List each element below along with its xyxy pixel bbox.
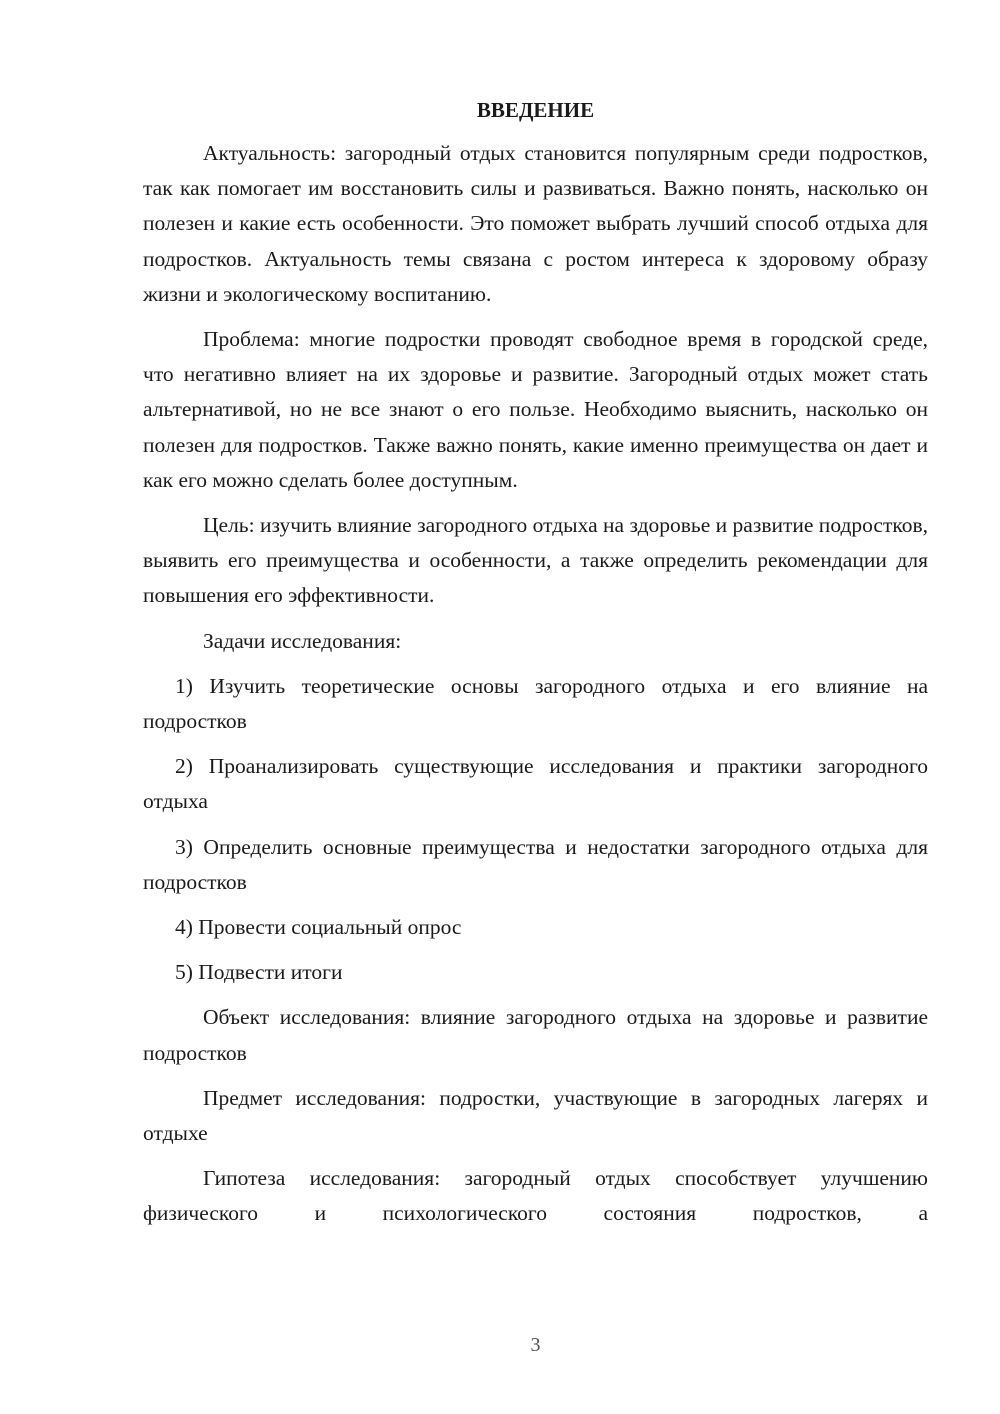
- task-item-5: 5) Подвести итоги: [175, 960, 343, 985]
- task-item-1: 1) Изучить теоретические основы загородного отдыха и его влияние на подростков: [143, 673, 928, 734]
- hypothesis-paragraph: Гипотеза исследования: загородный отдых способствует улучшению физического и психологического состояния подростков, а: [143, 1166, 928, 1226]
- goal-paragraph: Цель: изучить влияние загородного отдыха на здоровье и развитие подростков, выявить его преимущества и особенности, а также определить рекомендации для повышения его эффективности.: [143, 513, 928, 608]
- task-item-3: 3) Определить основные преимущества и недостатки загородного отдыха для подростков: [143, 834, 928, 894]
- problem-paragraph: Проблема: многие подростки проводят свободное время в городской среде, что негативно влияет на их здоровье и развитие. Загородный отдых может стать альтернативой, но не все знают о его пользе. Необходимо выяснить, насколько он полезен для подростков. Также важно понять, какие именно преимущества он дает и как его можно сделать более доступным.: [143, 327, 928, 492]
- task-item-4: 4) Провести социальный опрос: [175, 915, 462, 940]
- task-item-2: 2) Проанализировать существующие исследования и практики загородного отдыха: [143, 754, 928, 814]
- section-title: ВВЕДЕНИЕ: [476, 98, 595, 122]
- object-paragraph: Объект исследования: влияние загородного отдыха на здоровье и развитие подростков: [143, 1005, 928, 1065]
- relevance-paragraph: Актуальность: загородный отдых становится популярным среди подростков, так как помогает им восстановить силы и развиваться. Важно понять, насколько он полезен и какие есть особенности. Это поможет выбрать лучший способ отдыха для подростков. Актуальность темы связана с ростом интереса к здоровому образу жизни и экологическому воспитанию.: [143, 141, 928, 306]
- tasks-heading: Задачи исследования:: [203, 628, 402, 653]
- page-number: 3: [530, 1334, 541, 1356]
- subject-paragraph: Предмет исследования: подростки, участвующие в загородных лагерях и отдыхе: [143, 1085, 928, 1146]
- document-page: [143, 94, 928, 1242]
